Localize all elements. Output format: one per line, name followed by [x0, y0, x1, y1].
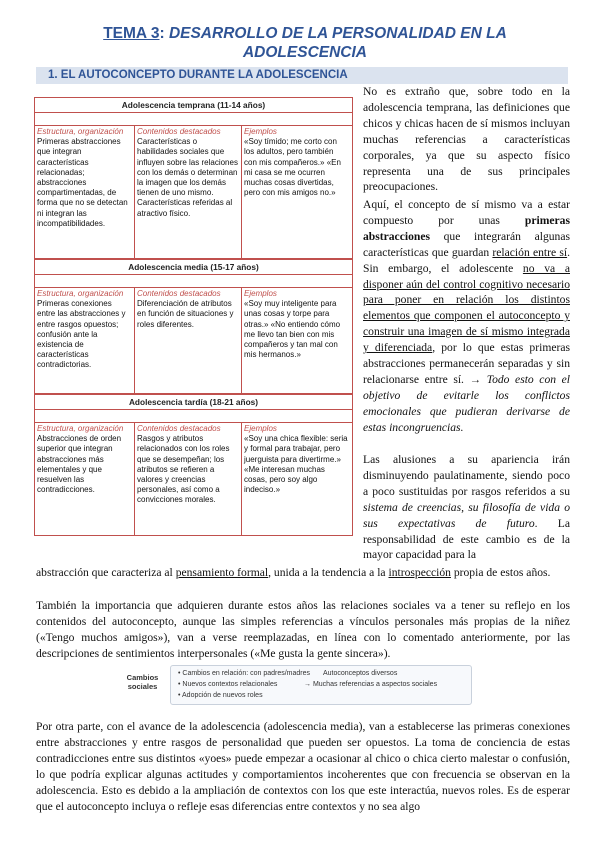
table-spacer: [35, 410, 352, 423]
cell-ejemplos: Ejemplos «Soy muy inteligente para unas cosas y torpe para otras.» «No entiendo cómo me llevo tan bien con mis compañeros y tan mal con mis hermanos.»: [244, 289, 341, 360]
cell-contenidos: Contenidos destacados Características o habilidades sociales que influyen sobre las relaciones con los demás o determinan la imagen que los demás tienen de uno mismo. Características referidas al atractivo físico.: [135, 126, 242, 258]
section-heading: 1. EL AUTOCONCEPTO DURANTE LA ADOLESCENCIA: [36, 67, 568, 84]
right-paragraph-2: Aquí, el concepto de sí mismo va a estar compuesto por unas primeras abstracciones que integrarán algunas características que guardan relación entre sí. Sin embargo, el adolescente no va a disponer aún del control cognitivo necesario para poner en relación los distintos elementos que componen el autoconcepto y construir una imagen de sí mismo integrada y diferenciada, por lo que estas primeras abstracciones permanecerán separadas y sin relacionarse entre sí. → Todo esto con el objetivo de evitarle los conflictos emocionales que pudieran derivarse de estas incongruencias.: [363, 198, 570, 434]
page-title: [40, 24, 570, 62]
title-number: TEMA 3: [103, 25, 160, 42]
arrow-right-icon: →: [304, 681, 313, 688]
stage-header-temprana: Adolescencia temprana (11-14 años): [35, 98, 352, 113]
title-sep: :: [159, 25, 169, 42]
diagram-label: Cambios sociales: [126, 673, 159, 691]
title-text: DESARROLLO DE LA PERSONALIDAD EN LA ADOLESCENCIA: [168, 25, 507, 61]
stage-header-tardia: Adolescencia tardía (18-21 años): [35, 394, 352, 410]
diagram-box: [170, 665, 472, 705]
cell-estructura: Estructura, organización Abstracciones de orden superior que integran abstracciones más elementales y que resuelven las contradicciones.: [35, 423, 135, 535]
diagram-outcome: → Muchas referencias a aspectos sociales: [304, 681, 438, 688]
final-paragraph: Por otra parte, con el avance de la adolescencia (adolescencia media), van a establecerse las primeras conexiones entre abstracciones y entre rasgos de personalidad que pueden ser opuestos. La toma de conciencia de estas contradicciones entre sus distintos «yoes» puede empezar a ocasionar al chico o chica cierto malestar o confusión, lo que podría explicar algunas actitudes y comportamientos incoherentes que con frecuencia se observan en la adolescencia. Esto es debido a la ampliación de contextos con los que este interactúa, nuevos roles. Es de esperar que el autoconcepto incluya o refleje esas diferencias entre contextos y no sea algo: [36, 720, 570, 813]
table-row: [35, 126, 352, 259]
cell-contenidos: Contenidos destacados Diferenciación de atributos en función de situaciones y roles diferentes.: [135, 288, 242, 393]
continuation-line: abstracción que caracteriza al pensamiento formal, unida a la tendencia a la introspección propia de estos años.: [36, 566, 551, 579]
social-paragraph: También la importancia que adquieren durante estos años las relaciones sociales va a tener su reflejo en los contenidos del autoconcepto, aunque las simples referencias a vínculos personales más propias de la niñez («Tengo muchos amigos»), van a verse reemplazadas, en línea con lo comentado anteriormente, por las descripciones de sentimientos interpersonales («Me gusta la gente sincera»).: [36, 599, 570, 660]
cell-ejemplos: Ejemplos «Soy tímido; me corto con los adultos, pero también con mis compañeros.» «En mi casa se me ocurren muchas cosas divertidas, pero con mis amigos no.»: [244, 127, 341, 198]
diagram-item: • Cambios en relación: con padres/madres: [178, 670, 311, 677]
diagram-item: • Nuevos contextos relacionales: [178, 681, 278, 688]
right-paragraph-3: Las alusiones a su apariencia irán disminuyendo paulatinamente, siendo poco a poco sustituidas por rasgos referidos a su sistema de creencias, su filosofía de vida o sus expectativas de futuro. La responsabilidad de este cambio es de la mayor capacidad para la: [363, 453, 570, 562]
table-spacer: [35, 113, 352, 126]
diagram-outcome: Autoconceptos diversos: [323, 670, 398, 677]
table-row: [35, 423, 352, 535]
table-row: [35, 288, 352, 394]
diagram-item: • Adopción de nuevos roles: [178, 692, 263, 699]
cell-contenidos: Contenidos destacados Rasgos y atributos relacionados con los roles que se desempeñan; los atributos se refieren a valores y creencias personales, así como a convicciones morales.: [135, 423, 242, 535]
cell-ejemplos: Ejemplos «Soy una chica flexible: seria y formal para trabajar, pero juerguista para divertirme.» «Me interesan muchas cosas, pero soy algo indeciso.»: [244, 424, 348, 495]
cell-estructura: Estructura, organización Primeras conexiones entre las abstracciones y entre rasgos opuestos; confusión ante la existencia de características contradictorias.: [35, 288, 135, 393]
cell-estructura: Estructura, organización Primeras abstracciones que integran características relacionadas; abstracciones compartimentadas, de forma que no se detectan ni integran las incompatibilidades.: [35, 126, 135, 258]
table-spacer: [35, 275, 352, 288]
autoconcepto-table: [34, 97, 353, 536]
right-paragraph-1: No es extraño que, sobre todo en la adolescencia temprana, las definiciones que chicos y chicas hacen de sí mismos incluyan muchas referencias a características corporales, ya que su aspecto físico representa una de sus principales preocupaciones.: [363, 85, 570, 194]
social-changes-diagram: [115, 665, 472, 705]
stage-header-media: Adolescencia media (15-17 años): [35, 259, 352, 275]
